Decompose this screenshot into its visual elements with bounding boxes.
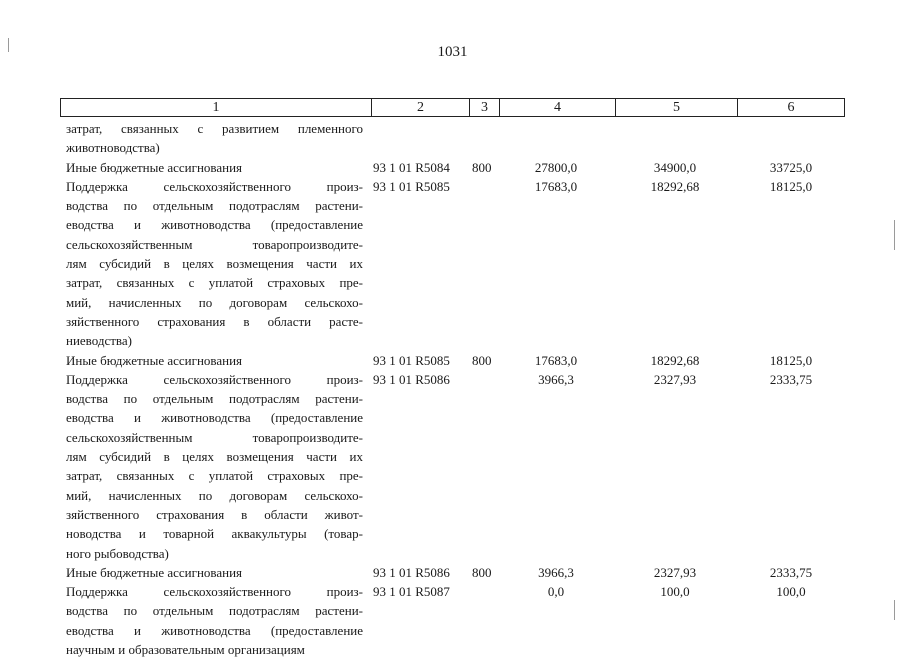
row-col-4: 17683,0 xyxy=(534,178,578,194)
table-row xyxy=(0,563,905,582)
row-col-5: 18292,68 xyxy=(650,352,700,368)
header-col-4: 4 xyxy=(499,99,615,116)
description-line: новодства и товарной аквакультуры (товар- xyxy=(66,526,363,542)
description-line: водства по отдельным подотраслям растени- xyxy=(66,198,363,214)
row-col-6: 18125,0 xyxy=(769,352,813,368)
row-col-5: 2327,93 xyxy=(653,564,697,580)
table-header xyxy=(60,98,845,117)
row-expense-type: 800 xyxy=(472,352,492,368)
scan-edge-mark xyxy=(894,600,895,620)
table-row xyxy=(0,119,905,158)
row-col-6: 33725,0 xyxy=(769,159,813,175)
row-col-4: 3966,3 xyxy=(538,564,574,580)
row-code: 93 1 01 R5084 xyxy=(373,159,450,175)
description-line: сельскохозяйственным товаропроизводите- xyxy=(66,236,363,252)
table-body xyxy=(0,119,905,659)
description-line: зяйственного страхования в области расте- xyxy=(66,313,363,329)
description-line: затрат, связанных с развитием племенного xyxy=(66,121,363,136)
description-line: Поддержка сельскохозяйственного произ- xyxy=(66,371,363,387)
row-description xyxy=(66,177,363,351)
description-line: лям субсидий в целях возмещения части их xyxy=(66,256,363,272)
description-line: ного рыбоводства) xyxy=(66,545,169,561)
description-line: Иные бюджетные ассигнования xyxy=(66,159,243,175)
header-col-2: 2 xyxy=(371,99,469,116)
table-row xyxy=(0,370,905,563)
description-line: научным и образовательным организациям xyxy=(66,642,305,658)
row-description xyxy=(66,119,363,158)
table-row xyxy=(0,158,905,177)
row-col-4: 0,0 xyxy=(547,584,565,600)
description-line: мий, начисленных по договорам сельскохо- xyxy=(66,487,363,503)
row-code: 93 1 01 R5085 xyxy=(373,352,450,368)
description-line: затрат, связанных с уплатой страховых пре- xyxy=(66,468,363,484)
description-line: затрат, связанных с уплатой страховых пре- xyxy=(66,275,363,291)
scan-edge-mark xyxy=(894,220,895,250)
description-line: Иные бюджетные ассигнования xyxy=(66,352,243,368)
description-line: лям субсидий в целях возмещения части их xyxy=(66,449,363,465)
row-code: 93 1 01 R5087 xyxy=(373,584,450,600)
description-line: мий, начисленных по договорам сельскохо- xyxy=(66,294,363,310)
scan-edge-mark xyxy=(8,38,9,52)
row-col-5: 100,0 xyxy=(660,584,690,600)
table-row xyxy=(0,177,905,351)
description-line: ниеводства) xyxy=(66,333,132,349)
description-line: Поддержка сельскохозяйственного произ- xyxy=(66,584,363,600)
row-description xyxy=(66,370,363,563)
description-line: сельскохозяйственным товаропроизводите- xyxy=(66,429,363,445)
row-col-4: 3966,3 xyxy=(538,371,574,387)
row-description xyxy=(66,158,363,177)
row-col-5: 18292,68 xyxy=(650,178,700,194)
description-line: животноводства) xyxy=(66,140,160,156)
row-col-4: 27800,0 xyxy=(534,159,578,175)
description-line: зяйственного страхования в области живот- xyxy=(66,506,363,522)
header-col-5: 5 xyxy=(615,99,737,116)
row-col-4: 17683,0 xyxy=(534,352,578,368)
row-col-5: 2327,93 xyxy=(653,371,697,387)
row-col-6: 2333,75 xyxy=(769,564,813,580)
row-code: 93 1 01 R5086 xyxy=(373,371,450,387)
row-description xyxy=(66,563,363,582)
row-expense-type: 800 xyxy=(472,159,492,175)
header-col-3: 3 xyxy=(469,99,499,116)
row-col-5: 34900,0 xyxy=(653,159,697,175)
description-line: Иные бюджетные ассигнования xyxy=(66,564,243,580)
table-row xyxy=(0,582,905,659)
header-col-6: 6 xyxy=(737,99,844,116)
row-col-6: 18125,0 xyxy=(769,178,813,194)
row-col-6: 100,0 xyxy=(776,584,806,600)
page-number: 1031 xyxy=(437,44,468,60)
table-row xyxy=(0,351,905,370)
row-expense-type: 800 xyxy=(472,564,492,580)
header-col-1: 1 xyxy=(212,100,220,115)
description-line: Поддержка сельскохозяйственного произ- xyxy=(66,178,363,194)
row-col-6: 2333,75 xyxy=(769,371,813,387)
description-line: еводства и животноводства (предоставление xyxy=(66,410,363,426)
row-code: 93 1 01 R5085 xyxy=(373,178,450,194)
description-line: водства по отдельным подотраслям растени- xyxy=(66,391,363,407)
row-description xyxy=(66,582,363,659)
description-line: водства по отдельным подотраслям растени- xyxy=(66,603,363,619)
description-line: еводства и животноводства (предоставление xyxy=(66,217,363,233)
row-code: 93 1 01 R5086 xyxy=(373,564,450,580)
description-line: еводства и животноводства (предоставление xyxy=(66,622,363,638)
row-description xyxy=(66,351,363,370)
